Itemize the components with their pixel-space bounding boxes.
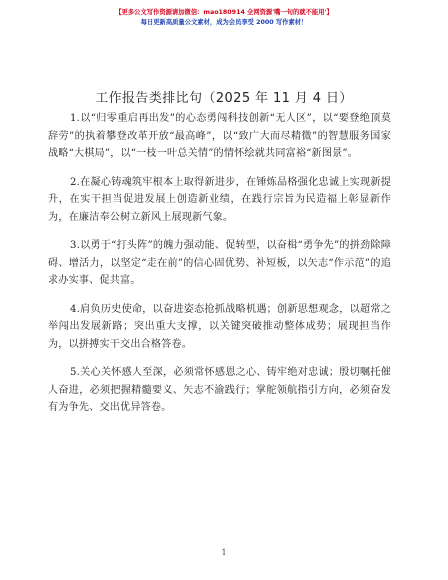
paragraph-2: 2.在凝心铸魂筑牢根本上取得新进步，在锤炼品格强化忠诚上实现新提升，在实干担当促进发展上创造新业绩，在践行宗旨为民造福上彰显新作为，在廉洁奉公树立新风上展现新气象。: [48, 176, 391, 223]
document-title: 工作报告类排比句（2025 年 11 月 4 日）: [95, 91, 353, 106]
promo-banner: [0, 8, 448, 28]
promo-line-2: 每日更新高质量公文素材，成为会员享受 2000 写作素材！: [140, 19, 308, 26]
document-body: [48, 110, 391, 428]
paragraph-3: 3.以勇于“打头阵”的魄力强动能、促转型，以奋楫“勇争先”的拼劲除障碍、增活力，以坚定“走在前”的信心固优势、补短板，以矢志“作示范”的追求办实事、促共富。: [48, 240, 391, 286]
promo-line-1: 【更多公文写作资源请加微信：mao180914 全网资源'嘴一句的就不能用'】: [115, 9, 333, 16]
paragraph-1: 1.以“归零重启再出发”的心态勇闯科技创新“无人区”，以“要登绝顶莫辞劳”的执着攀登改革开放“最高峰”，以“致广大而尽精微”的智慧服务国家战略“大棋局”，以“一枝一叶总关情”的情怀绘就共同富裕“新图景”。: [48, 113, 391, 159]
page-number: 1: [221, 548, 227, 557]
paragraph-5: 5.关心关怀感人至深，必须常怀感恩之心、铸牢绝对忠诚；殷切嘱托催人奋进，必须把握精髓要义、矢志不渝践行；掌舵领航指引方向，必须奋发有为争先、交出优异答卷。: [48, 367, 391, 413]
paragraph-4: 4.肩负历史使命，以奋进姿态抢抓战略机遇；创新思想观念，以超常之举闯出发展新路；突出重大支撑，以关键突破推动整体成势；展现担当作为，以拼搏实干交出合格答卷。: [48, 303, 391, 350]
